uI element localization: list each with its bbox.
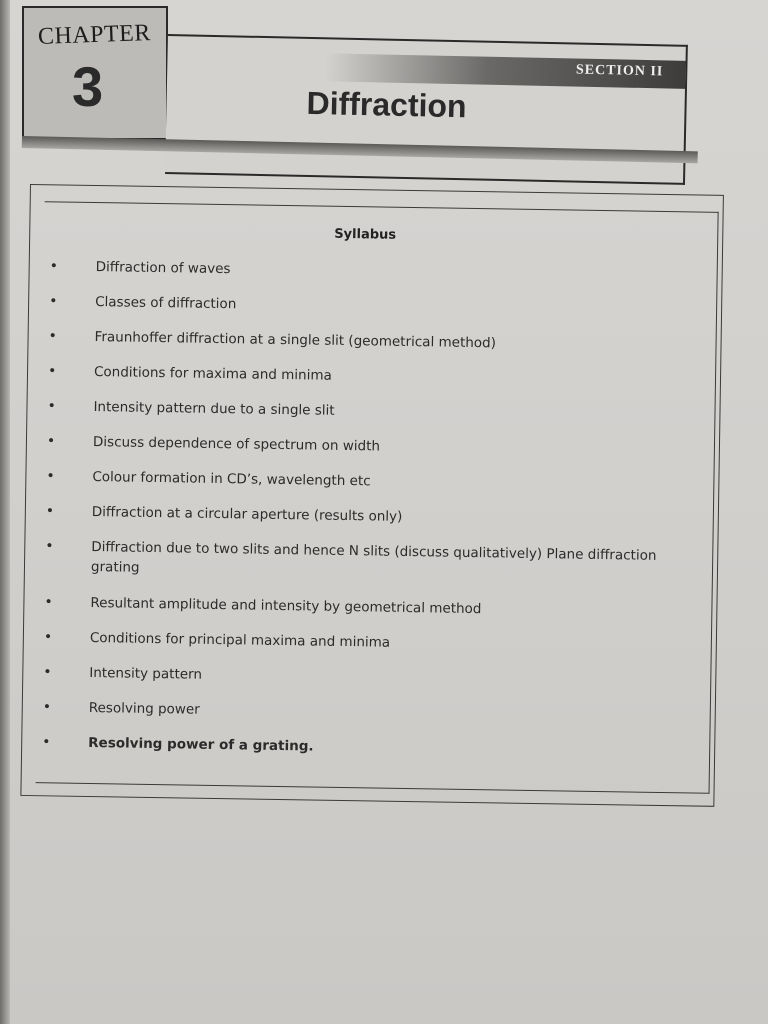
bullet-icon: •	[44, 594, 53, 611]
list-item: • Intensity pattern due to a single slit	[47, 398, 335, 419]
list-item: • Conditions for principal maxima and minima	[43, 629, 391, 651]
syllabus-heading: Syllabus	[334, 226, 397, 243]
bullet-icon: •	[43, 664, 52, 681]
syllabus-frame	[20, 184, 724, 807]
section-label: SECTION II	[575, 62, 664, 80]
bullet-icon: •	[47, 398, 56, 415]
chapter-title: Diffraction	[306, 84, 467, 125]
section-bar	[325, 53, 686, 89]
bullet-icon: •	[45, 538, 54, 555]
list-item: • Intensity pattern	[43, 664, 203, 683]
list-item: • Colour formation in CD’s, wavelength etc	[46, 468, 371, 490]
bullet-icon: •	[43, 629, 53, 646]
chapter-box	[22, 6, 168, 140]
syllabus-list	[36, 256, 694, 777]
list-item: • Conditions for maxima and minima	[47, 363, 332, 384]
syllabus-box	[36, 201, 719, 794]
list-item: • Diffraction of waves	[49, 258, 231, 278]
list-item: • Resultant amplitude and intensity by geometrical method	[44, 594, 482, 618]
bullet-icon: •	[42, 699, 52, 716]
title-area	[165, 34, 688, 185]
chapter-label: CHAPTER	[37, 20, 152, 50]
chapter-number: 3	[72, 55, 104, 118]
list-item: • Resolving power of a grating.	[42, 734, 314, 755]
bullet-icon: •	[47, 363, 57, 380]
bullet-icon: •	[46, 468, 55, 485]
book-spine	[0, 0, 10, 1024]
list-item: • Resolving power	[42, 699, 200, 718]
bullet-icon: •	[49, 258, 59, 275]
list-item: • Discuss dependence of spectrum on width	[46, 433, 381, 455]
list-item: • Fraunhoffer diffraction at a single slit (geometrical method)	[48, 328, 497, 352]
bullet-icon: •	[48, 328, 58, 345]
bullet-icon: •	[42, 734, 51, 751]
bullet-icon: •	[45, 503, 55, 520]
bullet-icon: •	[49, 293, 58, 310]
list-item: • Diffraction at a circular aperture (results only)	[45, 503, 403, 525]
list-item: • Classes of diffraction	[49, 293, 237, 313]
list-item: • Diffraction due to two slits and hence N slits (discuss qualitatively) Plane diffraction grating	[45, 538, 657, 576]
bullet-icon: •	[46, 433, 56, 450]
